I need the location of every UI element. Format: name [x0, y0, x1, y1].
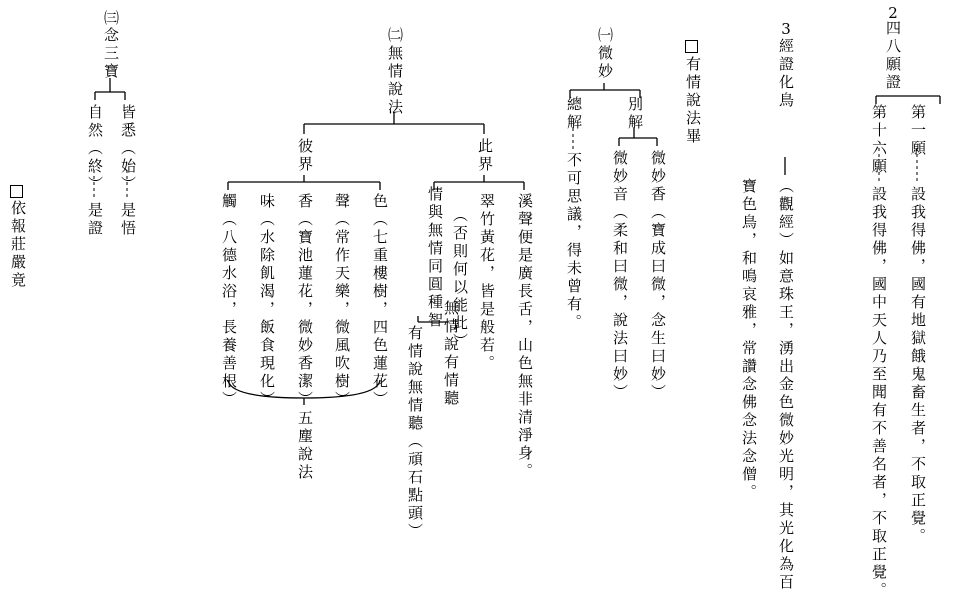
vow-16-label: 第十六願 [870, 104, 888, 176]
vow-1-text: 設我得佛，國有地獄餓鬼畜生者，不取正覺。 [909, 186, 927, 546]
p2-this-1: 溪聲便是廣長舌，山色無非清淨身。 [516, 193, 534, 481]
section-2-number: 2 [884, 4, 902, 25]
p2-this-5a: 無情說有情聽 [442, 300, 460, 408]
p2-five-dusts: 五塵說法 [296, 410, 314, 482]
p2-this-3: （否則何以能此） [451, 207, 469, 351]
footer-conclusion: 依報莊嚴竟 [9, 200, 27, 290]
p2-that-scent: 香（寶池蓮花，微妙香潔） [296, 193, 314, 409]
p2-that-touch: 觸（八德水浴，長養善根） [220, 193, 238, 409]
p1-bie-label: 別解 [626, 96, 644, 132]
p2-that-form: 色（七重樓樹，四色蓮花） [371, 193, 389, 409]
p1-title: 微妙 [596, 45, 614, 81]
p3-a-end: 是悟 [119, 202, 137, 238]
p3-mark: ㈢ [102, 10, 120, 28]
section-3-title: 經證化鳥 [777, 38, 795, 110]
p1-zong-label: 總解 [565, 96, 583, 132]
p2-this-5b: 有情說無情聽（頑石點頭） [406, 325, 424, 541]
p1-item-fragrance: 微妙香（寶成曰微，念生曰妙） [649, 150, 667, 402]
section-3-line-1: （觀經）如意珠王，湧出金色微妙光明，其光化為百 [777, 178, 795, 592]
p2-title: 無情說法 [386, 45, 404, 117]
p3-b: 自然（終） [86, 104, 104, 194]
p2-this-realm: 此界 [476, 138, 494, 174]
p1-item-sound: 微妙音（柔和曰微，說法曰妙） [611, 150, 629, 402]
p1-mark: ㈠ [596, 27, 614, 45]
p2-that-realm: 彼界 [296, 138, 314, 174]
p2-that-taste: 味（水除飢渴，飯食現化） [258, 193, 276, 409]
heading-marker-box [685, 38, 698, 57]
p2-this-4: 情與無情同圓種智 [426, 186, 444, 330]
section-2-title: 四八願證 [884, 20, 902, 92]
vow-16-text: 設我得佛，國中天人乃至聞有不善名者，不取正覺。 [870, 186, 888, 600]
heading-sentient-done: 有情說法畢 [684, 56, 702, 146]
p3-b-end: 是證 [86, 202, 104, 238]
p2-mark: ㈡ [386, 27, 404, 45]
p2-this-2: 翠竹黃花，皆是般若。 [478, 193, 496, 373]
section-3-number: 3 [777, 20, 795, 41]
p1-zong-text: 不可思議，得未曾有。 [565, 152, 583, 332]
p2-that-sound: 聲（常作天樂，微風吹樹） [333, 193, 351, 409]
p3-title: 念三寶 [102, 27, 120, 81]
section-3-line-2: 寶色鳥，和鳴哀雅，常讚念佛念法念僧。 [740, 178, 758, 502]
p3-a: 皆悉（始） [119, 104, 137, 194]
vow-1-label: 第一願 [909, 104, 927, 158]
